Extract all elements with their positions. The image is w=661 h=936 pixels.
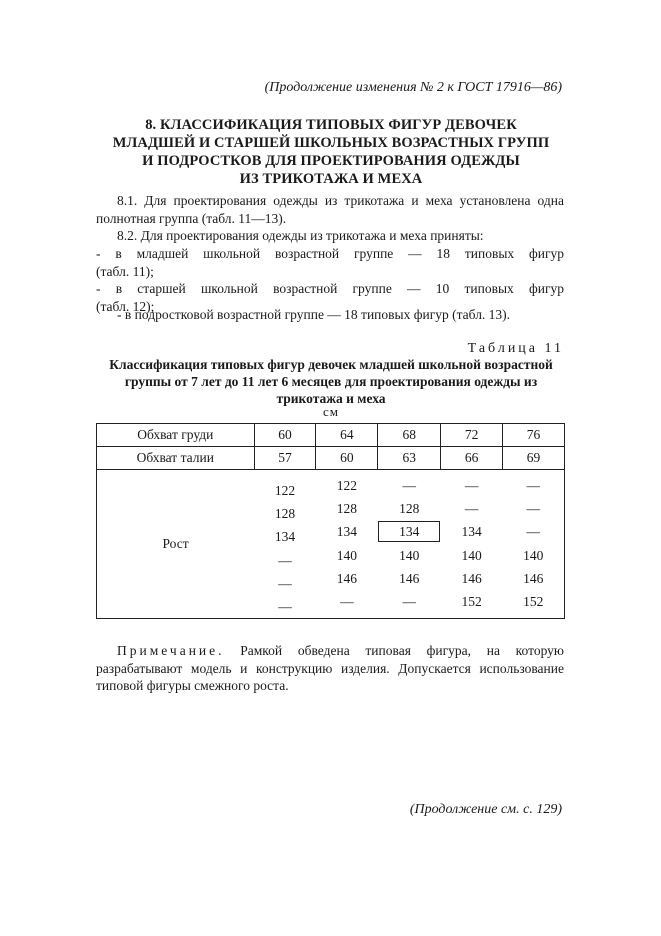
list-item-ref: (табл. 12); [96,298,155,314]
height-value: 140 [399,547,420,563]
height-value: 152 [461,593,482,609]
height-value: 128 [274,506,296,522]
list-item-text: - в младшей школьной возрастной группе — 18 типовых фигур [96,246,564,261]
paragraph-8-2: 8.2. Для проектирования одежды из трикотажа и меха приняты: [117,228,484,243]
height-value: 122 [274,483,296,498]
height-value: 146 [523,570,544,586]
caption-line-2: группы от 7 лет до 11 лет 6 месяцев для проектирования одежды из [124,374,538,389]
height-value: — [526,524,541,540]
height-value: 134 [461,524,482,540]
height-column [503,470,565,619]
table-label: Таблица 11 [467,341,564,356]
chest-value: 68 [378,424,441,447]
caption-line-1: Классификация типовых фигур девочек младшей школьной возрастной [109,357,553,372]
title-line-4: ИЗ ТРИКОТАЖА И МЕХА [239,171,423,187]
title-line-3: И ПОДРОСТКОВ ДЛЯ ПРОЕКТИРОВАНИЯ ОДЕЖДЫ [142,153,520,169]
height-value: 146 [336,570,357,586]
height-value: 134 [274,529,296,545]
height-value: — [526,478,541,493]
waist-value: 66 [441,447,503,470]
title-line-2: МЛАДШЕЙ И СТАРШЕЙ ШКОЛЬНЫХ ВОЗРАСТНЫХ ГРУПП [112,135,550,151]
table-note [96,642,564,695]
caption-line-3: трикотажа и меха [276,391,386,406]
height-column [254,470,316,619]
list-item-ref: (табл. 11); [96,263,154,279]
height-value: — [464,478,479,493]
footer-note: (Продолжение см. с. 129) [409,802,562,817]
table-row [97,447,565,470]
chest-value: 72 [441,424,503,447]
waist-value: 57 [254,447,316,470]
height-label: Рост [97,470,255,619]
waist-value: 69 [503,447,565,470]
height-value: — [278,598,292,614]
header-note: (Продолжение изменения № 2 к ГОСТ 17916—86) [264,80,562,95]
title-line-1: 8. КЛАССИФИКАЦИЯ ТИПОВЫХ ФИГУР ДЕВОЧЕК [145,117,517,133]
height-column [441,470,503,619]
height-value: 128 [399,501,420,517]
chest-label: Обхват груди [97,424,255,447]
height-value: 140 [461,547,482,563]
chest-value: 64 [316,424,378,447]
figures-table [96,423,565,619]
boxed-figure-cell [378,520,441,543]
height-column [378,470,441,619]
height-value: — [402,593,416,609]
section-title [96,116,566,188]
height-value: — [464,501,479,517]
list-item-text: - в подростковой возрастной группе — 18 типовых фигур (табл. 13). [117,307,511,322]
waist-value: 63 [378,447,441,470]
height-value: 140 [336,547,357,563]
chest-value: 76 [503,424,565,447]
list-item [96,245,564,280]
height-value: 146 [399,570,420,586]
note-text: Рамкой обведена типовая фигура, на которую разрабатывают модель и конструкцию изделия. Допускается использование типовой фигуры смежного роста. [96,643,564,693]
boxed-figure: 134 [378,521,440,542]
height-value: — [278,575,292,591]
table-row [97,470,565,619]
list-item [96,306,564,324]
height-value: 122 [336,478,357,493]
height-value: — [526,501,541,517]
height-value: 128 [336,501,357,517]
height-value: — [402,478,416,493]
height-value: 134 [336,524,357,540]
table-caption [96,356,566,407]
list-item-text: - в старшей школьной возрастной группе — 10 типовых фигур [96,281,564,296]
table-row [97,424,565,447]
note-label: Примечание. [117,643,225,658]
waist-label: Обхват талии [97,447,255,470]
height-column [316,470,378,619]
chest-value: 60 [254,424,316,447]
height-value: 146 [461,570,482,586]
waist-value: 60 [316,447,378,470]
height-value: 152 [523,593,544,609]
height-value: 140 [523,547,544,563]
paragraph-8-1: 8.1. Для проектирования одежды из трикотажа и меха установлена одна полнотная группа (табл. 11—13). [96,193,564,226]
height-value: — [278,552,292,568]
unit-label: см [323,404,339,419]
height-value: — [340,593,354,609]
